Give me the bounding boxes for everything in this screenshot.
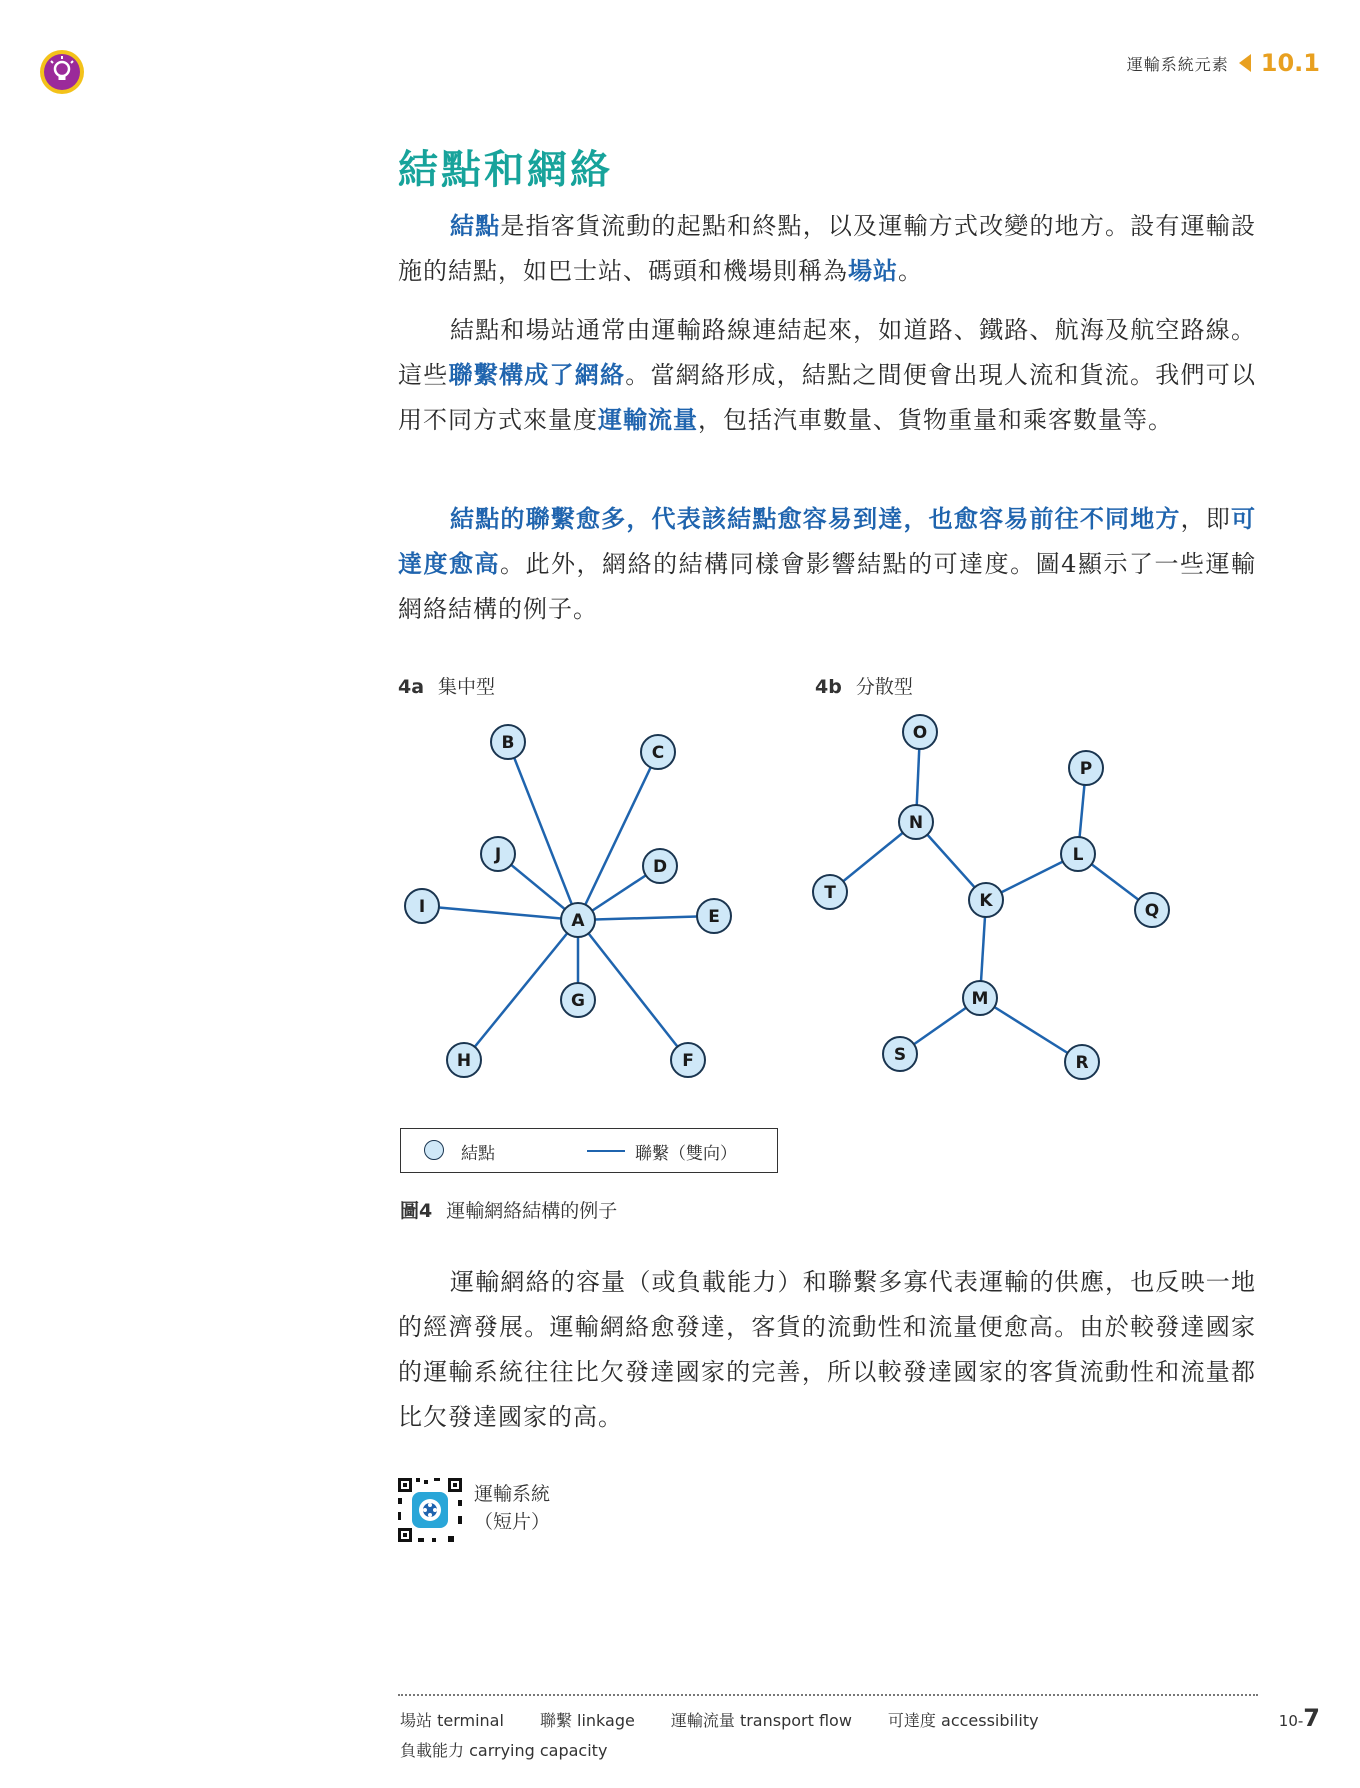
glossary-term: 運輸流量 transport flow xyxy=(670,1711,852,1730)
node-b xyxy=(491,725,525,759)
glossary-row xyxy=(400,1706,1200,1736)
node-a xyxy=(561,903,595,937)
link-a-e xyxy=(578,916,714,920)
panel-title: 集中型 xyxy=(438,676,496,698)
legend-node-symbol xyxy=(424,1140,444,1160)
page-digit: 7 xyxy=(1303,1704,1320,1732)
panel-id: 4b xyxy=(815,676,842,698)
link-a-h xyxy=(464,920,578,1060)
paragraph-text: 是指客貨流動的起點和終點，以及運輸方式改變的地方。設有運輸設施的結點，如巴士站、碼頭和機場則稱為 xyxy=(398,212,1257,285)
paragraph-text: ，包括汽車數量、貨物重量和乘客數量等。 xyxy=(698,406,1173,434)
node-s xyxy=(883,1037,917,1071)
footer-divider xyxy=(398,1694,1258,1696)
paragraph-text: 運輸網絡的容量（或負載能力）和聯繫多寡代表運輸的供應，也反映一地的經濟發展。運輸網絡愈發達，客貨的流動性和流量便愈高。由於較發達國家的運輸系統往往比欠發達國家的完善，所以較發達國家的客貨流動性和流量都比欠發達國家的高。 xyxy=(398,1268,1256,1431)
node-label: S xyxy=(893,1045,907,1065)
paragraph-text: 結點和場站通常由運輸路線連結起來，如道路、鐵路、航海及航空路線。這些 xyxy=(398,316,1256,389)
node-p xyxy=(1069,751,1103,785)
node-label: E xyxy=(708,907,720,927)
lightbulb-icon xyxy=(39,49,85,95)
glossary-row xyxy=(400,1736,1200,1766)
node-label: M xyxy=(971,989,989,1009)
node-g xyxy=(561,983,595,1017)
keyword-linkage: 聯繫構成了網絡 xyxy=(448,361,626,389)
node-label: L xyxy=(1072,845,1084,865)
qr-code-icon[interactable] xyxy=(398,1478,462,1542)
keyword-linkage-more: 結點的聯繫愈多，代表該結點愈容易到達，也愈容易前往不同地方 xyxy=(450,505,1181,533)
node-h xyxy=(447,1043,481,1077)
node-label: T xyxy=(824,883,836,903)
figure-caption xyxy=(400,1196,617,1223)
node-t xyxy=(813,875,847,909)
node-j xyxy=(481,837,515,871)
panel-title: 分散型 xyxy=(855,676,913,698)
node-c xyxy=(641,735,675,769)
paragraph-text: 。當網絡形成，結點之間便會出現人流和貨流。我們可以用不同方式來量度 xyxy=(398,361,1257,434)
node-label: R xyxy=(1075,1053,1089,1073)
node-label: K xyxy=(979,891,993,911)
node-label: A xyxy=(571,911,585,931)
node-e xyxy=(697,899,731,933)
glossary xyxy=(400,1706,1200,1766)
node-n xyxy=(899,805,933,839)
node-label: D xyxy=(652,857,668,877)
legend-link-symbol xyxy=(587,1150,625,1152)
qr-subtitle: （短片） xyxy=(474,1511,551,1533)
node-f xyxy=(671,1043,705,1077)
legend-link-label: 聯繫（雙向） xyxy=(635,1144,737,1164)
paragraph-accessibility xyxy=(398,497,1256,632)
keyword-node: 結點 xyxy=(450,212,501,240)
link-a-b xyxy=(508,742,578,920)
link-a-f xyxy=(578,920,688,1060)
section-name: 運輸系統元素 xyxy=(1126,54,1229,74)
node-o xyxy=(903,715,937,749)
paragraph-text: 。 xyxy=(898,257,923,285)
link-m-r xyxy=(980,998,1082,1062)
keyword-accessibility: 可達度愈高 xyxy=(398,505,1257,578)
node-label: Q xyxy=(1144,901,1160,921)
links-layer xyxy=(422,732,1152,1062)
caption-text: 運輸網絡結構的例子 xyxy=(446,1200,618,1222)
glossary-term: 可達度 accessibility xyxy=(887,1711,1039,1730)
glossary-term: 場站 terminal xyxy=(400,1711,504,1730)
keyword-terminal: 場站 xyxy=(848,257,898,285)
node-label: J xyxy=(494,845,502,865)
keyword-transport-flow: 運輸流量 xyxy=(598,406,698,434)
running-header xyxy=(1127,48,1320,78)
node-label: P xyxy=(1079,759,1093,779)
panel-id: 4a xyxy=(398,676,425,698)
page-title: 結點和網絡 xyxy=(398,147,613,193)
paragraph-capacity xyxy=(398,1260,1256,1440)
node-q xyxy=(1135,893,1169,927)
page-prefix: 10- xyxy=(1278,1712,1304,1730)
panel-label-4b xyxy=(815,672,913,699)
node-label: F xyxy=(682,1051,694,1071)
node-l xyxy=(1061,837,1095,871)
glossary-term: 負載能力 carrying capacity xyxy=(400,1741,608,1760)
link-a-i xyxy=(422,906,578,920)
node-label: I xyxy=(418,897,426,917)
legend-node-label: 結點 xyxy=(461,1144,495,1164)
node-k xyxy=(969,883,1003,917)
caption-number: 圖4 xyxy=(400,1200,433,1222)
paragraph-text: ，即 xyxy=(1180,505,1232,533)
qr-title: 運輸系統 xyxy=(474,1483,551,1505)
paragraph-nodes xyxy=(398,204,1256,294)
page-number xyxy=(1279,1704,1320,1732)
node-label: B xyxy=(501,733,515,753)
paragraph-network xyxy=(398,308,1256,443)
figure-legend xyxy=(400,1128,778,1173)
network-diagram xyxy=(390,710,1190,1110)
node-d xyxy=(643,849,677,883)
node-m xyxy=(963,981,997,1015)
node-label: G xyxy=(571,991,585,1011)
node-label: O xyxy=(912,723,928,743)
node-label: N xyxy=(908,813,924,833)
section-arrow-icon xyxy=(1239,54,1251,72)
paragraph-text: 。此外，網絡的結構同樣會影響結點的可達度。圖4顯示了一些運輸網絡結構的例子。 xyxy=(398,550,1256,623)
node-r xyxy=(1065,1045,1099,1079)
section-number: 10.1 xyxy=(1260,49,1320,77)
node-label: C xyxy=(651,743,665,763)
glossary-term: 聯繫 linkage xyxy=(539,1711,635,1730)
node-i xyxy=(405,889,439,923)
node-label: H xyxy=(456,1051,472,1071)
panel-label-4a xyxy=(398,672,495,699)
